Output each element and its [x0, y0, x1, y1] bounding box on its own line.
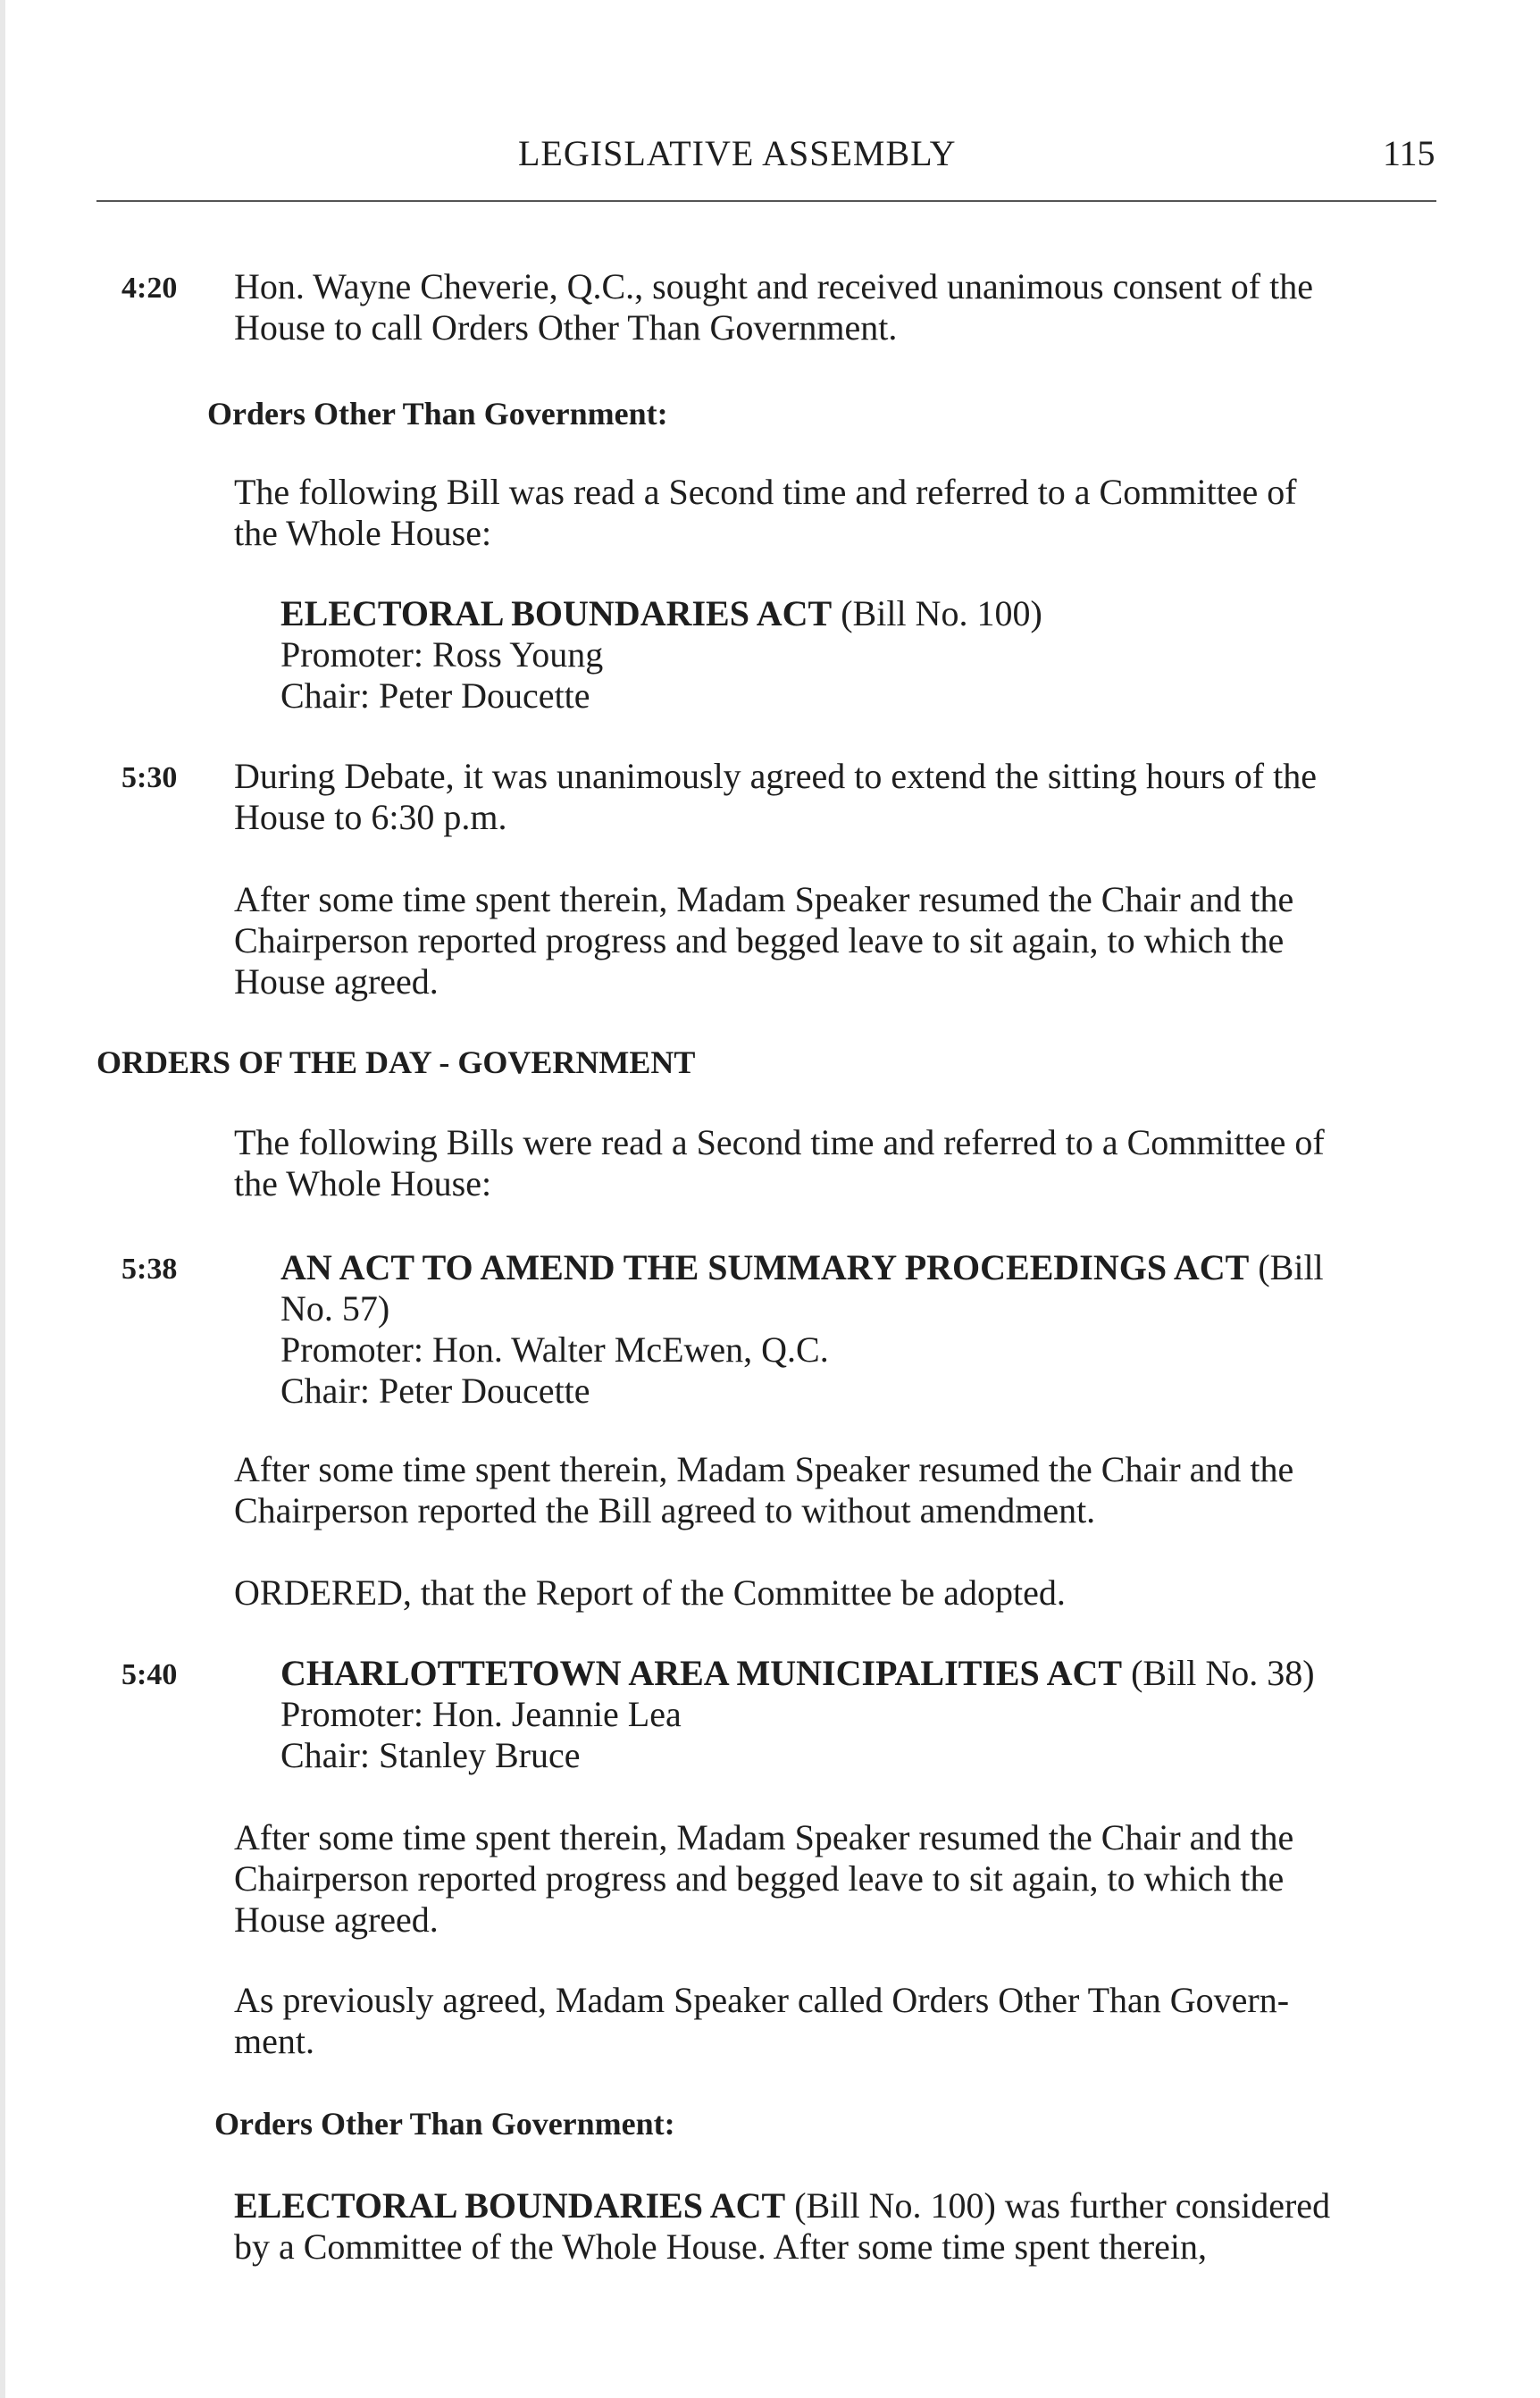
text-line: As previously agreed, Madam Speaker called Orders Other Than Govern-	[234, 1980, 1290, 2020]
bill-promoter: Promoter: Hon. Jeannie Lea	[280, 1694, 682, 1734]
bill-block	[280, 593, 1042, 717]
paragraph	[234, 1122, 1325, 1204]
text-line: ORDERED, that the Report of the Committee be adopted.	[234, 1572, 1066, 1613]
text-line: ment.	[234, 2021, 314, 2061]
running-header-title: LEGISLATIVE ASSEMBLY	[518, 133, 957, 173]
section-heading: Orders Other Than Government:	[207, 396, 668, 432]
text-line: House to 6:30 p.m.	[234, 797, 507, 837]
bill-number: (Bill No. 38)	[1122, 1653, 1315, 1693]
bill-title: ELECTORAL BOUNDARIES ACT	[234, 2185, 786, 2226]
paragraph	[234, 1817, 1293, 1941]
text-line: During Debate, it was unanimously agreed to extend the sitting hours of the	[234, 756, 1317, 796]
section-heading: Orders Other Than Government:	[214, 2106, 675, 2142]
paragraph	[234, 472, 1297, 554]
order-paragraph	[234, 1572, 1066, 1614]
bill-title: AN ACT TO AMEND THE SUMMARY PROCEEDINGS ACT	[280, 1247, 1250, 1287]
text-line: Chairperson reported progress and begged leave to sit again, to which the	[234, 1858, 1285, 1899]
bill-chair: Chair: Peter Doucette	[280, 675, 590, 716]
paragraph	[234, 1980, 1289, 2062]
bill-number: (Bill No. 100)	[832, 593, 1042, 633]
text-line: House agreed.	[234, 961, 439, 1002]
bill-title: CHARLOTTETOWN AREA MUNICIPALITIES ACT	[280, 1653, 1123, 1693]
page-number: 115	[1383, 133, 1435, 173]
bill-chair: Chair: Stanley Bruce	[280, 1735, 581, 1775]
bill-promoter: Promoter: Ross Young	[280, 634, 604, 675]
entry-paragraph	[234, 266, 1313, 348]
paragraph	[234, 2185, 1330, 2268]
paragraph	[234, 879, 1293, 1002]
bill-heading	[280, 1653, 1315, 1694]
text-line: by a Committee of the Whole House. After some time spent therein,	[234, 2226, 1208, 2267]
text-fragment: (Bill No. 100) was further considered	[785, 2185, 1331, 2226]
text-line	[234, 2185, 1330, 2226]
bill-block	[280, 1247, 1324, 1412]
text-line: After some time spent therein, Madam Speaker resumed the Chair and the	[234, 1817, 1294, 1857]
text-line: the Whole House:	[234, 513, 492, 553]
text-line: The following Bills were read a Second time and referred to a Committee of	[234, 1122, 1325, 1162]
header-rule	[96, 200, 1436, 202]
bill-promoter: Promoter: Hon. Walter McEwen, Q.C.	[280, 1329, 829, 1370]
bill-chair: Chair: Peter Doucette	[280, 1371, 590, 1411]
page-edge-shadow	[0, 0, 5, 2398]
text-line: After some time spent therein, Madam Speaker resumed the Chair and the	[234, 879, 1294, 919]
text-line: Hon. Wayne Cheverie, Q.C., sought and received unanimous consent of the	[234, 266, 1313, 306]
text-line: the Whole House:	[234, 1163, 492, 1203]
bill-title: ELECTORAL BOUNDARIES ACT	[280, 593, 833, 633]
text-line: House to call Orders Other Than Government.	[234, 307, 898, 348]
time-stamp: 5:40	[121, 1658, 178, 1691]
bill-block	[280, 1653, 1315, 1776]
time-stamp: 5:30	[121, 761, 178, 794]
text-line: House agreed.	[234, 1899, 439, 1940]
section-heading: ORDERS OF THE DAY - GOVERNMENT	[96, 1044, 696, 1080]
text-line: After some time spent therein, Madam Speaker resumed the Chair and the	[234, 1449, 1294, 1489]
time-stamp: 5:38	[121, 1253, 178, 1286]
text-line: Chairperson reported progress and begged leave to sit again, to which the	[234, 920, 1285, 960]
time-stamp: 4:20	[121, 272, 178, 305]
paragraph	[234, 1449, 1293, 1531]
bill-number-cont: No. 57)	[280, 1288, 390, 1329]
bill-heading	[280, 593, 1042, 634]
text-line: The following Bill was read a Second time and referred to a Committee of	[234, 472, 1297, 512]
bill-number: (Bill	[1249, 1247, 1324, 1287]
bill-heading	[280, 1247, 1324, 1288]
text-line: Chairperson reported the Bill agreed to without amendment.	[234, 1490, 1096, 1530]
entry-paragraph	[234, 756, 1317, 838]
